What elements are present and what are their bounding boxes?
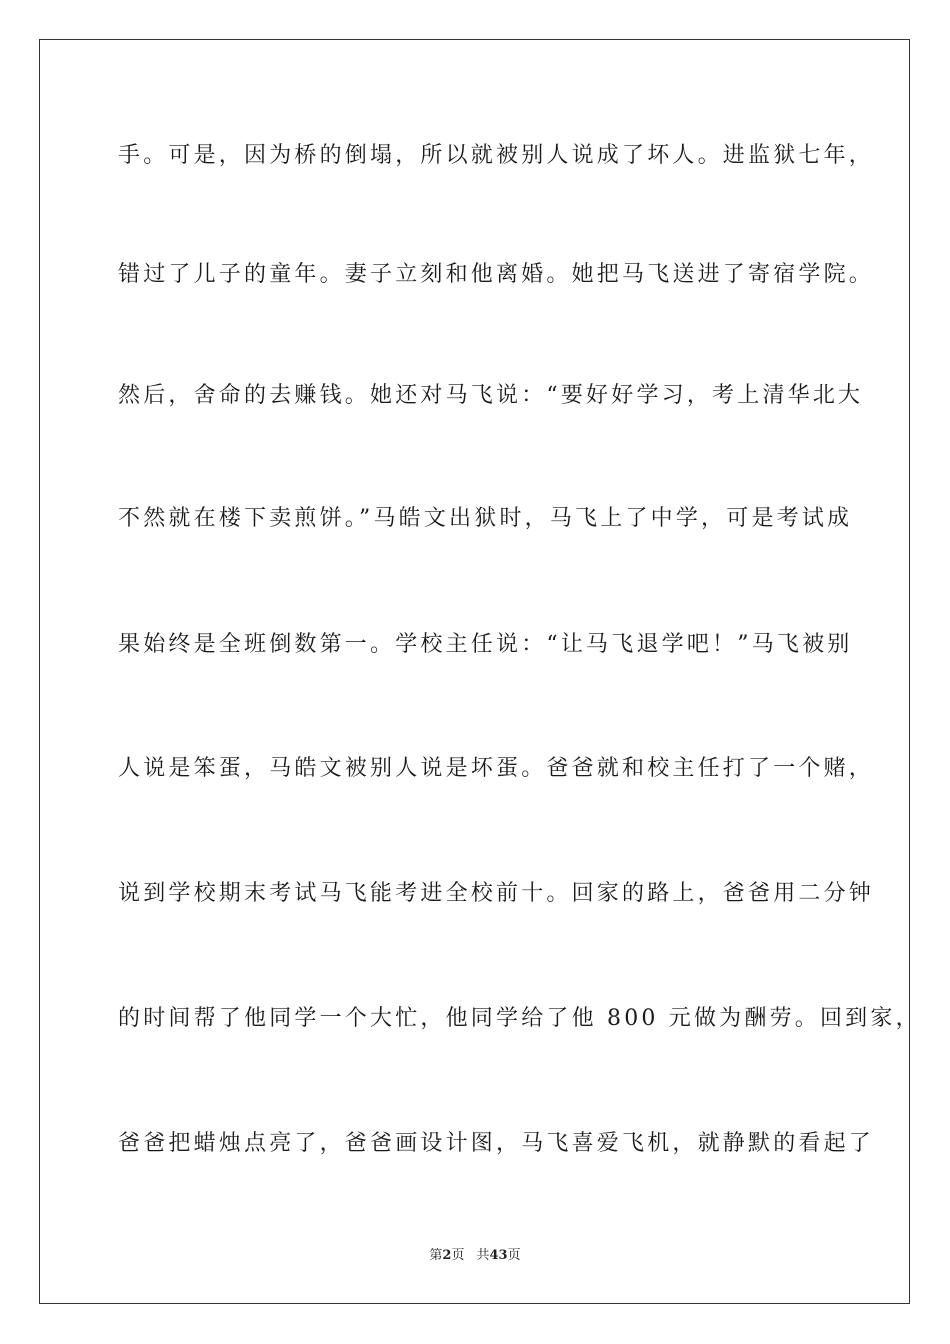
total-prefix: 共	[476, 1248, 490, 1263]
text-line-3: 然后，舍命的去赚钱。她还对马飞说：“要好好学习，考上清华北大	[118, 383, 864, 408]
text-line-4: 不然就在楼下卖煎饼。”马皓文出狱时，马飞上了中学，可是考试成	[118, 506, 853, 531]
text-line-6: 人说是笨蛋，马皓文被别人说是坏蛋。爸爸就和校主任打了一个赌，	[118, 756, 875, 781]
total-pages: 43	[489, 1248, 508, 1263]
text-line-9: 爸爸把蜡烛点亮了，爸爸画设计图，马飞喜爱飞机，就静默的看起了	[118, 1131, 875, 1156]
text-line-7: 说到学校期末考试马飞能考进全校前十。回家的路上，爸爸用二分钟	[118, 881, 875, 906]
text-line-2: 错过了儿子的童年。妻子立刻和他离婚。她把马飞送进了寄宿学院。	[118, 262, 875, 287]
page-footer	[0, 1247, 950, 1265]
page-number: 2	[442, 1248, 452, 1263]
text-line-5: 果始终是全班倒数第一。学校主任说：“让马飞退学吧！”马飞被别	[118, 632, 853, 657]
page-prefix: 第	[429, 1248, 443, 1263]
page-suffix: 页	[451, 1248, 465, 1263]
total-suffix: 页	[507, 1248, 521, 1263]
page-border	[39, 39, 910, 1304]
text-line-1: 手。可是，因为桥的倒塌，所以就被别人说成了坏人。进监狱七年，	[118, 143, 875, 168]
text-line-8: 的时间帮了他同学一个大忙，他同学给了他 800 元做为酬劳。回到家，	[118, 1006, 921, 1031]
